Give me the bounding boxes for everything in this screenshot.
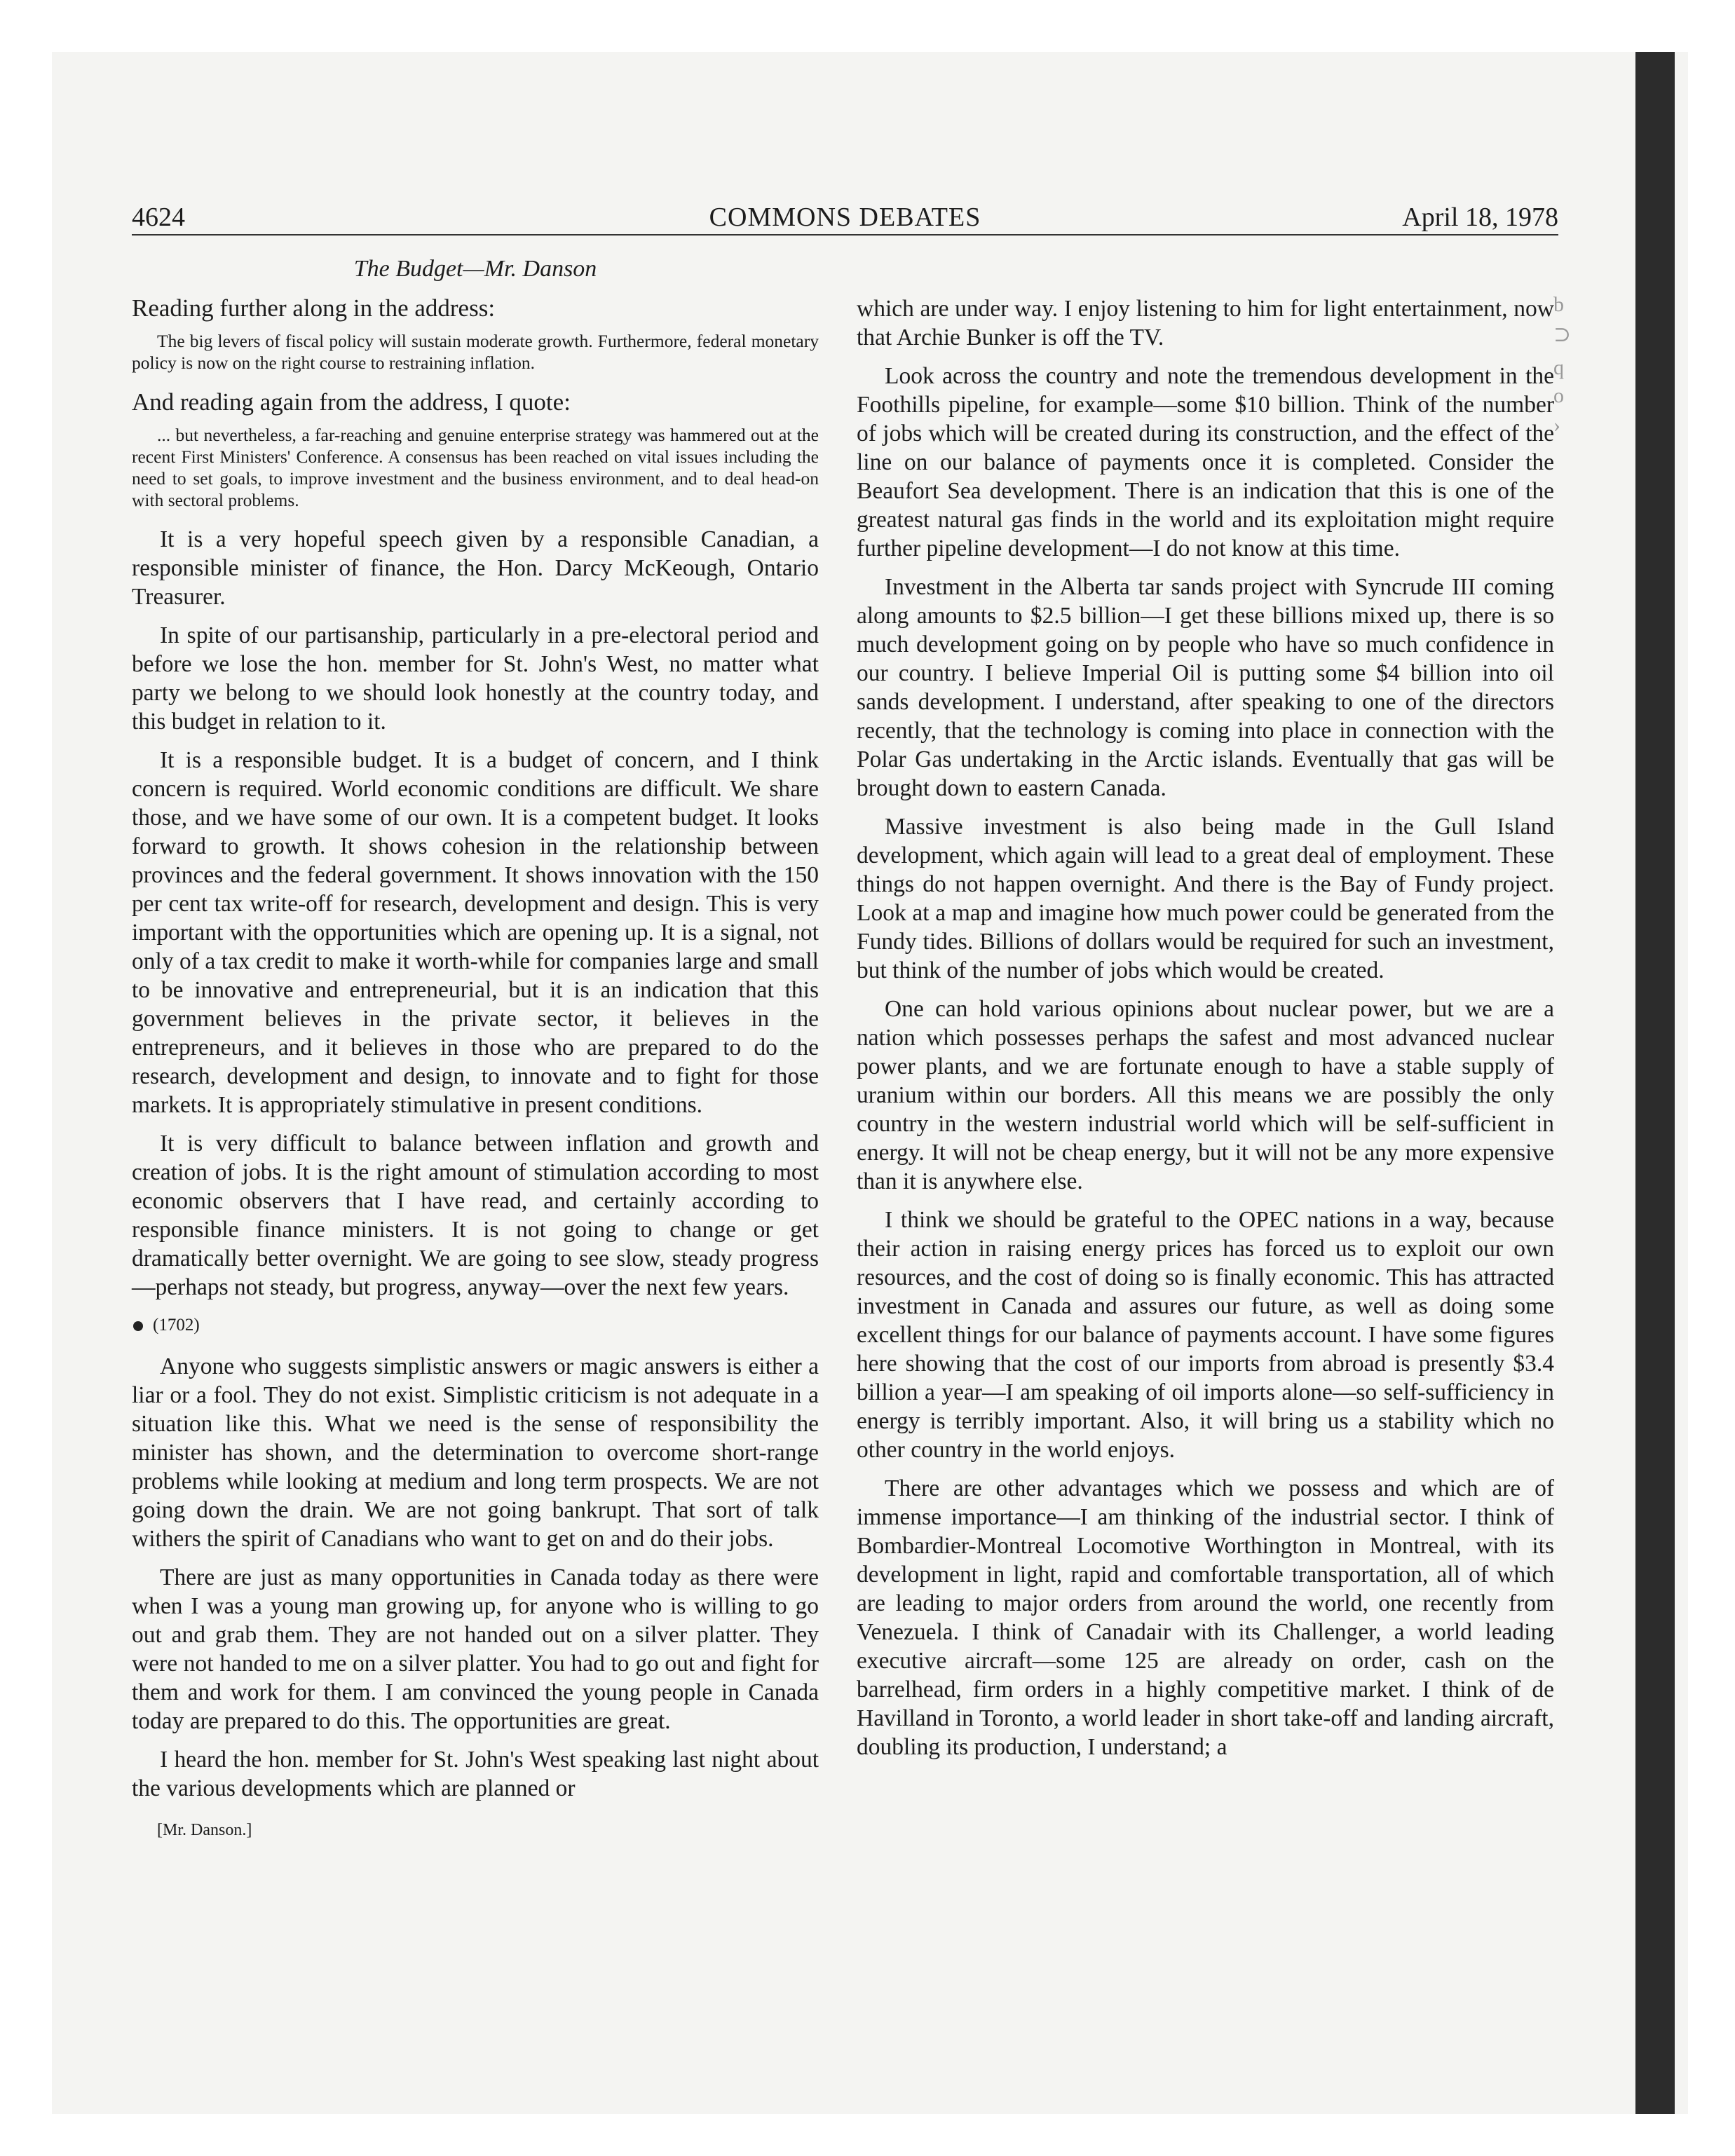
paragraph: There are other advantages which we possess and which are of immense importance—I am thinking of the industrial sector. I think of Bombardier-Montreal Locomotive Worthington in Montreal, with its development in light, rapid and comfortable transportation, all of which are leading to major orders from around the world, one recently from Venezuela. I think of Canadair with its Challenger, a world leading executive aircraft—some 125 are already on order, cash on the barrelhead, firm orders in a highly competitive market. I think of de Havilland in Toronto, a world leader in short take-off and landing aircraft, doubling its production, I understand; a [857,1475,1554,1760]
left-column [132,256,819,1840]
paragraph: Massive investment is also being made in the Gull Island development, which again will lead to a great deal of employment. These things do not happen overnight. And there is the Bay of Fundy project. Look at a map and imagine how much power could be generated from the Fundy tides. Billions of dollars would be required for such an investment, but think of the number of jobs which would be created. [857,814,1554,983]
speaker-tag: [Mr. Danson.] [157,1821,252,1839]
margin-mark: q [1553,356,1564,379]
margin-mark: › [1553,414,1560,437]
margin-mark: o [1553,384,1564,407]
margin-mark: ⊃ [1553,323,1572,346]
page-header [132,202,1558,236]
publication-title: COMMONS DEBATES [709,203,981,232]
time-marker [133,1316,819,1335]
publication-date: April 18, 1978 [1402,203,1558,232]
paragraph: It is a responsible budget. It is a budget of concern, and I think concern is required. World economic conditions are difficult. We share those, and we have some of our own. It is a competent budget. It looks forward to growth. It shows cohesion in the relationship between provinces and the federal government. It shows innovation with the 150 per cent tax write-off for research, development and design. This is very important with the opportunities which are opening up. It is a signal, not only of a tax credit to make it worth-while for companies large and small to be innovative and entrepreneurial, but it is an indication that this government believes in the private sector, it believes in the entrepreneurs, and it believes in those who are prepared to do the research, development and design, to innovate and to fight for those markets. It is appropriately stimulative in present conditions. [132,747,819,1118]
margin-mark: b [1553,293,1564,316]
paragraph: One can hold various opinions about nuclear power, but we are a nation which possesses perhaps the safest and most advanced nuclear power plants, and we are fortunate enough to have a stable supply of uranium within our borders. All this means we are possibly the only country in the western industrial world which will be self-sufficient in energy. It will not be cheap energy, but it will not be any more expensive than it is anywhere else. [857,996,1554,1194]
scan-edge-bar [1635,52,1675,2114]
paragraph: It is a very hopeful speech given by a responsible Canadian, a responsible minister of finance, the Hon. Darcy McKeough, Ontario Treasurer. [132,526,819,610]
paragraph: I think we should be grateful to the OPEC nations in a way, because their action in raising energy prices has forced us to exploit our own resources, and the cost of doing so is finally economic. This has attracted investment in Canada and assures our future, as well as doing some excellent things for our balance of payments account. I have some figures here showing that the cost of our imports from abroad is presently $3.4 billion a year—I am speaking of oil imports alone—so self-sufficiency in energy is terribly important. Also, it will bring us a stability which no other country in the world enjoys. [857,1207,1554,1463]
paragraph: Anyone who suggests simplistic answers or magic answers is either a liar or a fool. They do not exist. Simplistic criticism is not adequate in a situation like this. What we need is the sense of responsibility the minister has shown, and the determination to overcome short-range problems while looking at medium and long term prospects. We are not going down the drain. We are not going bankrupt. That sort of talk withers the spirit of Canadians who want to get on and do their jobs. [132,1353,819,1552]
paragraph: Look across the country and note the tremendous development in the Foothills pipeline, for example—some $10 billion. Think of the number of jobs which will be created during its construction, and the effect of the line on our balance of payments once it is completed. Consider the Beaufort Sea development. There is an indication that this is one of the greatest natural gas finds in the world and its exploitation might require further pipeline development—I do not know at this time. [857,363,1554,561]
paragraph: In spite of our partisanship, particularly in a pre-electoral period and before we lose the hon. member for St. John's West, no matter what party we belong to we should look honestly at the country today, and this budget in relation to it. [132,622,819,735]
running-head: The Budget—Mr. Danson [353,256,597,282]
timestamp-text: (1702) [153,1316,200,1335]
paragraph: There are just as many opportunities in Canada today as there were when I was a young man growing up, for anyone who is willing to go out and grab them. They are not handed out on a silver platter. They were not handed to me on a silver platter. You had to go out and fight for them and work for them. I am convinced the young people in Canada today are prepared to do this. The opportunities are great. [132,1564,819,1734]
paragraph: Investment in the Alberta tar sands project with Syncrude III coming along amounts to $2.5 billion—I get these billions mixed up, there is so much development going on by people who have so much confidence in our country. I believe Imperial Oil is putting some $4 billion into oil sands development. I understand, after speaking to one of the directors recently, that the technology is coming into place in connection with the Polar Gas undertaking in the Arctic islands. Eventually that gas will be brought down to eastern Canada. [857,574,1554,801]
right-column [857,294,1554,1771]
continuation-paragraph: which are under way. I enjoy listening to him for light entertainment, now that Archie Bunker is off the TV. [857,296,1554,350]
bullet-icon [133,1321,143,1331]
quote-block: ... but nevertheless, a far-reaching and genuine enterprise strategy was hammered out at the recent First Ministers' Conference. A consensus has been reached on vital issues including the need to set goals, to improve investment and the business environment, and to deal head-on with sectoral problems. [132,425,819,510]
intro-line: Reading further along in the address: [132,294,496,322]
quote-block: The big levers of fiscal policy will sustain moderate growth. Furthermore, federal monetary policy is now on the right course to restraining inflation. [132,331,819,373]
page-number: 4624 [132,203,185,232]
paragraph: It is very difficult to balance between inflation and growth and creation of jobs. It is the right amount of stimulation according to most economic observers that I have read, and certainly according to responsible finance ministers. It is not going to change or get dramatically better overnight. We are going to see slow, steady progress—perhaps not steady, but progress, anyway—over the next few years. [132,1131,819,1300]
paragraph: I heard the hon. member for St. John's West speaking last night about the various developments which are planned or [132,1747,819,1801]
intro-line: And reading again from the address, I quote: [132,388,571,416]
